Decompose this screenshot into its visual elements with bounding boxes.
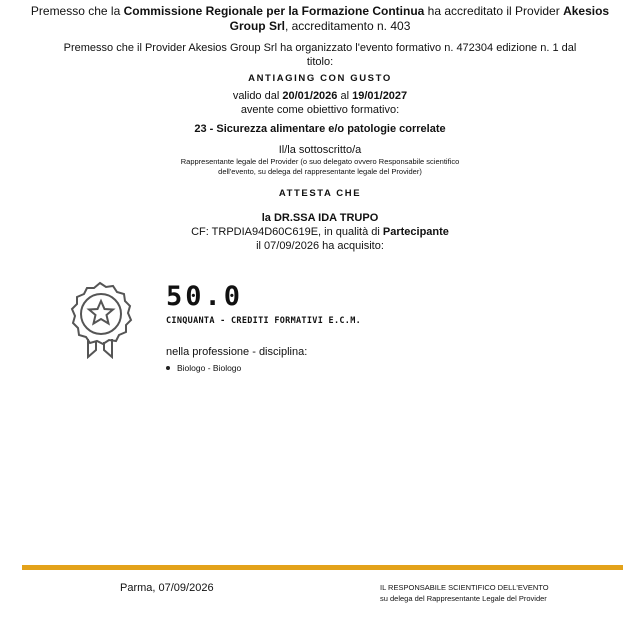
place-date: Parma, 07/09/2026: [120, 582, 214, 594]
intro-accreditation: Premesso che la Commissione Regionale per la Formazione Continua ha accreditato il Provider Akesios Group Srl, accreditamento n. 403: [30, 4, 610, 33]
credits-words: CINQUANTA - CREDITI FORMATIVI E.C.M.: [166, 316, 362, 326]
attest-heading: ATTESTA CHE: [278, 188, 362, 199]
objective-intro: avente come obiettivo formativo:: [240, 104, 400, 116]
scientific-responsible: IL RESPONSABILE SCIENTIFICO DELL'EVENTO su delega del Rappresentante Legale del Provider: [380, 583, 549, 603]
acquisition-date: il 07/09/2026 ha acquisito:: [256, 240, 384, 252]
participant-name: la DR.SSA IDA TRUPO: [261, 212, 379, 224]
award-medal-icon: [66, 281, 134, 359]
signatory-note: Rappresentante legale del Provider (o suo delegato ovvero Responsabile scientifico dell'evento, su delega del rappresentante legale del Provider): [180, 157, 460, 176]
discipline-list-item: Biologo - Biologo: [166, 363, 241, 373]
profession-label: nella professione - disciplina:: [166, 346, 308, 358]
signatory-label: Il/la sottoscritto/a: [278, 144, 362, 156]
intro-event: Premesso che il Provider Akesios Group Srl ha organizzato l'evento formativo n. 472304 edizione n. 1 dal titolo:: [63, 42, 577, 68]
event-title: ANTIAGING CON GUSTO: [248, 73, 392, 84]
objective: 23 - Sicurezza alimentare e/o patologie correlate: [194, 123, 446, 135]
participant-cf: CF: TRPDIA94D60C619E, in qualità di Partecipante: [191, 226, 449, 238]
credits-value: 50.0: [166, 281, 244, 312]
event-validity: valido dal 20/01/2026 al 19/01/2027: [232, 90, 408, 102]
footer-divider: [22, 565, 623, 570]
bullet-icon: [166, 366, 170, 370]
